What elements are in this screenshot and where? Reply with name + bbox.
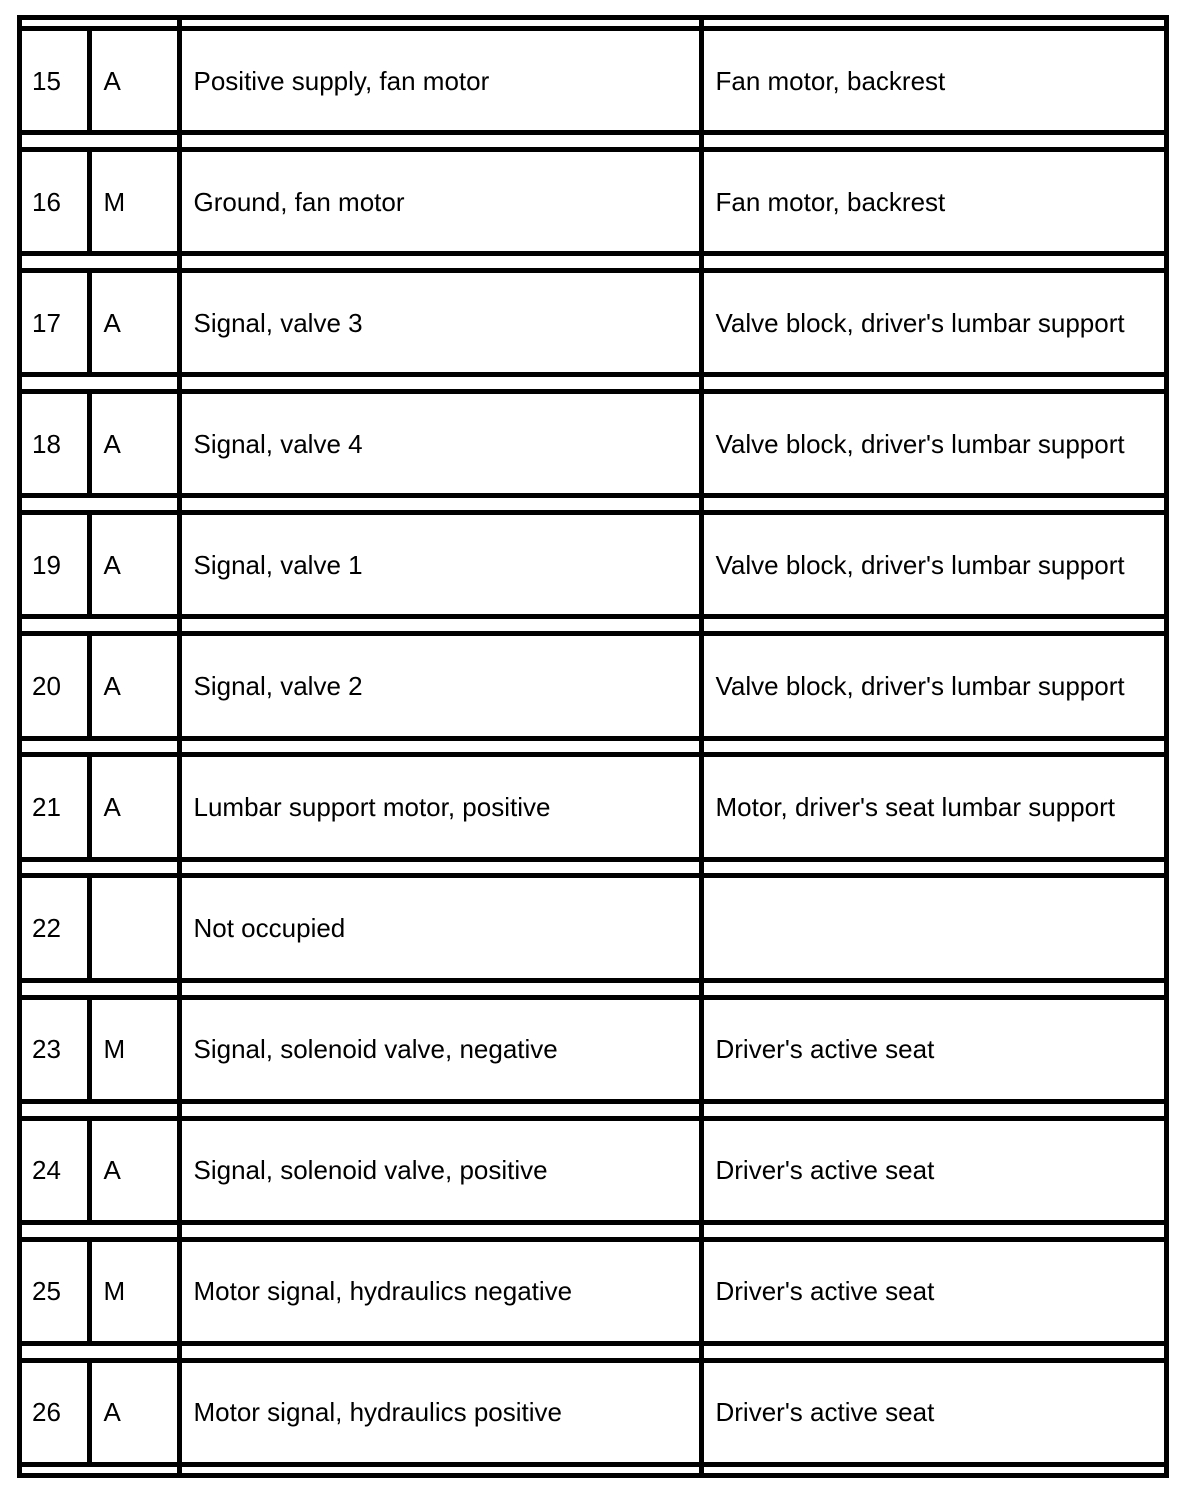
- spacer-row: [22, 133, 1164, 150]
- spacer-row: [22, 20, 1164, 28]
- pin-function: Signal, valve 1: [179, 513, 701, 617]
- pin-number: 24: [22, 1118, 89, 1222]
- pin-type: A: [89, 513, 179, 617]
- pin-number: 23: [22, 997, 89, 1101]
- spacer-row: [22, 1101, 1164, 1118]
- pin-component: Driver's active seat: [701, 1360, 1164, 1464]
- table-row: [22, 1239, 1164, 1343]
- table-row: [22, 876, 1164, 980]
- table-row: [22, 1118, 1164, 1222]
- pin-number: 17: [22, 271, 89, 375]
- pin-number: 16: [22, 149, 89, 253]
- table-row: [22, 997, 1164, 1101]
- pin-component: Fan motor, backrest: [701, 28, 1164, 132]
- pin-function: Signal, valve 4: [179, 392, 701, 496]
- table-row: [22, 271, 1164, 375]
- pin-component: Valve block, driver's lumbar support: [701, 392, 1164, 496]
- pin-component: Driver's active seat: [701, 1239, 1164, 1343]
- spacer-row: [22, 859, 1164, 876]
- pin-number: 22: [22, 876, 89, 980]
- pin-function: Positive supply, fan motor: [179, 28, 701, 132]
- pin-type: A: [89, 634, 179, 738]
- pin-assignment-table: [22, 20, 1164, 1473]
- pin-function: Ground, fan motor: [179, 149, 701, 253]
- pin-component: Valve block, driver's lumbar support: [701, 634, 1164, 738]
- pin-component: Valve block, driver's lumbar support: [701, 513, 1164, 617]
- pin-number: 25: [22, 1239, 89, 1343]
- spacer-row: [22, 980, 1164, 997]
- pin-number: 15: [22, 28, 89, 132]
- spacer-row: [22, 738, 1164, 755]
- pin-type: A: [89, 271, 179, 375]
- pin-type: M: [89, 997, 179, 1101]
- pin-type: M: [89, 149, 179, 253]
- pin-function: Signal, solenoid valve, negative: [179, 997, 701, 1101]
- pin-number: 21: [22, 755, 89, 859]
- pin-component: Valve block, driver's lumbar support: [701, 271, 1164, 375]
- table-row: [22, 28, 1164, 132]
- pin-function: Signal, valve 3: [179, 271, 701, 375]
- pin-function: Signal, solenoid valve, positive: [179, 1118, 701, 1222]
- pin-function: Lumbar support motor, positive: [179, 755, 701, 859]
- table-row: [22, 513, 1164, 617]
- pin-component: Motor, driver's seat lumbar support: [701, 755, 1164, 859]
- table-row: [22, 149, 1164, 253]
- pin-component: Driver's active seat: [701, 1118, 1164, 1222]
- spacer-row: [22, 1222, 1164, 1239]
- pin-number: 20: [22, 634, 89, 738]
- spacer-row: [22, 617, 1164, 634]
- pin-type: A: [89, 392, 179, 496]
- pin-component: Driver's active seat: [701, 997, 1164, 1101]
- pin-function: Signal, valve 2: [179, 634, 701, 738]
- pin-type: M: [89, 1239, 179, 1343]
- pin-function: Motor signal, hydraulics negative: [179, 1239, 701, 1343]
- pin-type: A: [89, 755, 179, 859]
- table-row: [22, 634, 1164, 738]
- pin-type: A: [89, 1360, 179, 1464]
- pin-number: 18: [22, 392, 89, 496]
- pin-function: Motor signal, hydraulics positive: [179, 1360, 701, 1464]
- spacer-row: [22, 1343, 1164, 1360]
- pin-assignment-sheet: [17, 15, 1169, 1478]
- pin-function: Not occupied: [179, 876, 701, 980]
- spacer-row: [22, 254, 1164, 271]
- table-row: [22, 1360, 1164, 1464]
- spacer-row: [22, 375, 1164, 392]
- spacer-row: [22, 496, 1164, 513]
- spacer-row: [22, 1465, 1164, 1473]
- pin-component: [701, 876, 1164, 980]
- pin-type: A: [89, 28, 179, 132]
- pin-type: [89, 876, 179, 980]
- pin-component: Fan motor, backrest: [701, 149, 1164, 253]
- pin-number: 19: [22, 513, 89, 617]
- pin-type: A: [89, 1118, 179, 1222]
- pin-number: 26: [22, 1360, 89, 1464]
- table-row: [22, 392, 1164, 496]
- table-row: [22, 755, 1164, 859]
